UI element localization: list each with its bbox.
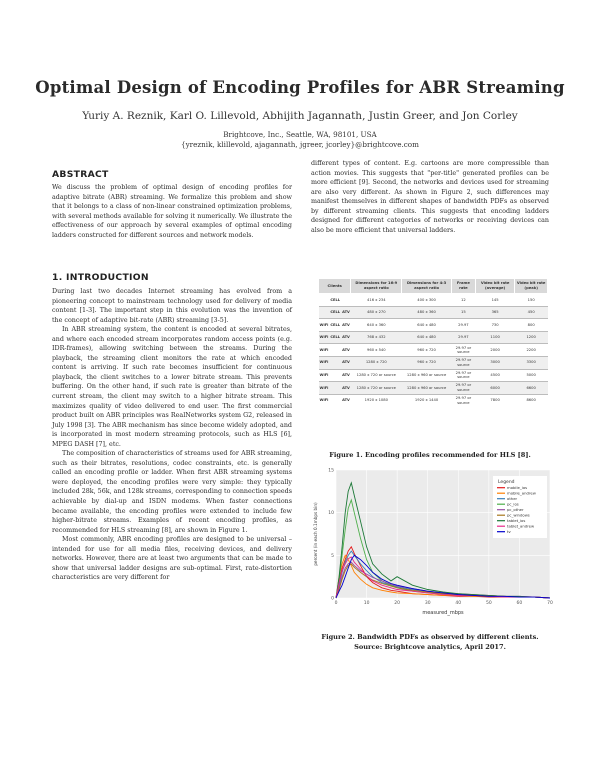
table-cell: CELL (329, 319, 341, 332)
table-cell: 7800 (475, 394, 514, 406)
table-cell: 29.97 or source (451, 382, 475, 395)
x-tick-label: 20 (394, 601, 401, 606)
table-cell: 1920 x 1080 (351, 394, 402, 406)
figure2-caption-line2: Source: Brightcove analytics, April 2017. (354, 643, 506, 651)
table-cell: 29.97 (451, 319, 475, 332)
affiliation: Brightcove, Inc., Seattle, WA, 98101, USA (223, 130, 377, 139)
header-dim-4x3: Dimensions for 4:3 aspect ratio (402, 279, 452, 294)
legend-entry: tablet_andrew (507, 523, 535, 529)
header-frame-rate: Frame rate (451, 279, 475, 294)
table-row (319, 319, 548, 332)
table-row (319, 382, 548, 395)
table-cell: 450 (515, 306, 548, 319)
legend-entry: pc_ios (507, 501, 519, 507)
bandwidth-pdf-chart (308, 466, 556, 616)
table-cell: WiFi (319, 319, 330, 332)
table-cell: 15 (451, 306, 475, 319)
intro-paragraph-2: In ABR streaming system, the content is encoded at several bitrates, and where each encoded stream incorporates random access points (e.g. IDR-frames), allowing switching between the streams. During the playback, the streaming client monitors the rate at which encoded content is arriving. If such rate becomes insufficient for continuous playback, the client switches to a lower bitrate stream. This prevents buffering. On the other hand, if such rate is greater than bitrate of the current stream, the client may switch to a higher bitrate stream. This maximizes quality of video delivered to end user. The first commercial product built on ABR principles was RealNetworks system G2, released in July 1998 [3]. The ABR mechanism has since become widely adopted, and is incorporated in most modern streaming protocols, such as HLS [6], MPEG DASH [7], etc. (52, 326, 292, 448)
x-tick-label: 60 (516, 601, 523, 606)
table-row (319, 344, 548, 357)
table-cell (329, 356, 341, 369)
table-cell: 960 x 720 (402, 356, 452, 369)
figure1-table-wrap (318, 278, 548, 406)
legend-entry: mobile_andrew (507, 490, 536, 496)
legend-entry: mobile_ios (507, 485, 528, 490)
introduction-heading: 1. INTRODUCTION (52, 272, 149, 283)
figure1-caption: Figure 1. Encoding profiles recommended for HLS [8]. (329, 451, 531, 459)
table-cell: ATV (341, 394, 351, 406)
table-cell: 1280 x 960 or source (402, 369, 452, 382)
legend-entry: tv (507, 529, 511, 534)
table-cell: 2000 (475, 344, 514, 357)
table-body (319, 294, 548, 407)
table-cell: CELL (329, 331, 341, 344)
table-cell: 6000 (475, 382, 514, 395)
table-cell: 960 x 540 (351, 344, 402, 357)
table-cell: ATV (341, 306, 351, 319)
chart-legend (493, 476, 547, 538)
table-cell (341, 294, 351, 307)
table-cell: WiFi (319, 331, 330, 344)
table-cell: 2200 (515, 344, 548, 357)
table-cell: 960 x 720 (402, 344, 452, 357)
header-dim-16x9: Dimensions for 16:9 aspect ratio (351, 279, 402, 294)
table-cell (329, 344, 341, 357)
table-cell: WiFi (319, 394, 330, 406)
intro-paragraph-4: Most commonly, ABR encoding profiles are designed to be universal – intended for use for all media files, receiving devices, and delivery networks. However, there are at least two arguments that can be made to show that universal ladder designs are sub-optimal. First, rate-distortion characteristics are very different for (52, 536, 292, 582)
table-cell: 730 (475, 319, 514, 332)
table-cell: 29.97 or source (451, 369, 475, 382)
table-cell: 400 x 300 (402, 294, 452, 307)
table-cell: 1280 x 720 (351, 356, 402, 369)
table-cell: ATV (341, 382, 351, 395)
table-cell: 4500 (475, 369, 514, 382)
legend-entry: pc_other (507, 507, 524, 512)
table-cell: ATV (341, 356, 351, 369)
paper-title: Optimal Design of Encoding Profiles for ABR Streaming (35, 78, 565, 97)
table-cell (329, 394, 341, 406)
table-cell (329, 382, 341, 395)
table-cell: 145 (475, 294, 514, 307)
header-bitrate-avg: Video bit rate (average) (475, 279, 514, 294)
table-cell: 640 x 360 (351, 319, 402, 332)
table-cell: 29.97 or source (451, 394, 475, 406)
column2-text (311, 159, 549, 235)
abstract-heading: ABSTRACT (52, 169, 109, 180)
abstract-paragraph: We discuss the problem of optimal design of encoding profiles for adaptive bitrate (ABR) streaming. We formalize this problem and show that it belongs to a class of non-linear constrained optimization problems, with several methods available for solving it numerically. We illustrate the effectiveness of our approach by several examples of optimal encoding ladders constructed for different sources and network models. (52, 184, 292, 239)
table-cell: 12 (451, 294, 475, 307)
table-cell: 29.97 or source (451, 356, 475, 369)
table-cell: 1280 x 720 or source (351, 382, 402, 395)
author-emails: {yreznik, klillevold, ajagannath, jgreer, jcorley}@brightcove.com (181, 140, 419, 149)
x-axis-label: measured_mbps (422, 610, 464, 616)
column2-paragraph: different types of content. E.g. cartoons are more compressible than action movies. This suggests that "per-title" generated profiles can be more efficient [9]. Second, the networks and devices used for streaming are also very different. As shown in Figure 2, such differences may manifest themselves in different shapes of bandwidth PDFs as observed by different streaming clients. This suggests that encoding ladders designed for different categories of networks or receiving devices can also be more efficient that universal ladders. (311, 160, 549, 234)
table-cell: ATV (341, 369, 351, 382)
table-cell: ATV (341, 319, 351, 332)
table-cell: 150 (515, 294, 548, 307)
y-tick-label: 0 (331, 596, 334, 602)
table-cell: 416 x 234 (351, 294, 402, 307)
affiliation-block (0, 130, 600, 150)
table-cell: WiFi (319, 382, 330, 395)
abstract-text (52, 183, 292, 240)
x-tick-label: 40 (455, 601, 462, 606)
introduction-text (52, 287, 292, 583)
table-cell: 480 x 360 (402, 306, 452, 319)
intro-paragraph-3: The composition of characteristics of streams used for ABR streaming, such as their bitrates, resolutions, codec constraints, etc. is generally called an encoding profile or ladder. When first ABR streaming systems were deployed, the encoding profiles were very simple: they typically included 28k, 56k, and 128k streams, corresponding to connection speeds achievable by dial-up and ISDN modems. When faster connections became available, the encoding profiles were extended to include few higher-bitrate streams. Examples of recent encoding profiles, as recommended for HLS streaming [8], are shown in Figure 1. (52, 450, 292, 534)
table-cell: 3300 (515, 356, 548, 369)
encoding-profiles-table (318, 278, 548, 406)
table-cell: ATV (341, 331, 351, 344)
table-cell: 640 x 480 (402, 319, 452, 332)
figure2-chart (308, 466, 556, 616)
y-tick-label: 5 (331, 553, 334, 559)
legend-entry: tablet_ios (507, 518, 526, 523)
table-cell: 1280 x 720 or source (351, 369, 402, 382)
figure2-caption (300, 632, 560, 652)
table-cell (319, 306, 330, 319)
figure2-caption-line1: Figure 2. Bandwidth PDFs as observed by different clients. (321, 633, 539, 641)
table-cell: 640 x 480 (402, 331, 452, 344)
table-cell: 1920 x 1440 (402, 394, 452, 406)
header-clients: Clients (319, 279, 351, 294)
legend-entry: pc_windows (507, 512, 530, 518)
table-row (319, 306, 548, 319)
table-row (319, 369, 548, 382)
table-cell: 3000 (475, 356, 514, 369)
header-bitrate-peak: Video bit rate (peak) (515, 279, 548, 294)
paper-authors: Yuriy A. Reznik, Karl O. Lillevold, Abhijith Jagannath, Justin Greer, and Jon Corley (82, 110, 518, 122)
table-cell: 29.97 (451, 331, 475, 344)
table-cell (329, 369, 341, 382)
table-header-row (319, 279, 548, 294)
table-cell (319, 294, 330, 307)
y-tick-label: 15 (328, 468, 334, 474)
y-axis-label: percent (in each 0.1mbps bin) (313, 502, 318, 566)
legend-entry: other (507, 496, 518, 501)
table-cell: 29.97 or source (451, 344, 475, 357)
table-cell: 6600 (515, 382, 548, 395)
table-cell: ATV (341, 344, 351, 357)
x-tick-label: 10 (363, 601, 370, 606)
x-tick-label: 70 (547, 601, 553, 606)
table-cell: 768 x 432 (351, 331, 402, 344)
table-cell: 1280 x 960 or source (402, 382, 452, 395)
x-tick-label: 30 (424, 601, 431, 606)
table-cell: WiFi (319, 344, 330, 357)
table-cell: 1100 (475, 331, 514, 344)
legend-title: Legend (498, 480, 515, 485)
table-row (319, 356, 548, 369)
table-row (319, 394, 548, 406)
x-tick-label: 0 (334, 601, 338, 606)
table-cell: 5000 (515, 369, 548, 382)
table-cell: 365 (475, 306, 514, 319)
table-cell: 800 (515, 319, 548, 332)
table-cell: 1200 (515, 331, 548, 344)
table-cell: WiFi (319, 356, 330, 369)
table-cell: CELL (329, 306, 341, 319)
table-cell: CELL (329, 294, 341, 307)
x-tick-label: 50 (485, 601, 492, 606)
table-row (319, 331, 548, 344)
table-cell: WiFi (319, 369, 330, 382)
table-cell: 8600 (515, 394, 548, 406)
y-tick-label: 10 (328, 511, 334, 517)
intro-paragraph-1: During last two decades Internet streaming has evolved from a pioneering concept to mainstream technology used for delivery of media content [1-3]. The important step in this evolution was the invention of the concept of adaptive bit-rate (ABR) streaming [3-5]. (52, 288, 292, 324)
table-cell: 480 x 270 (351, 306, 402, 319)
table-row (319, 294, 548, 307)
